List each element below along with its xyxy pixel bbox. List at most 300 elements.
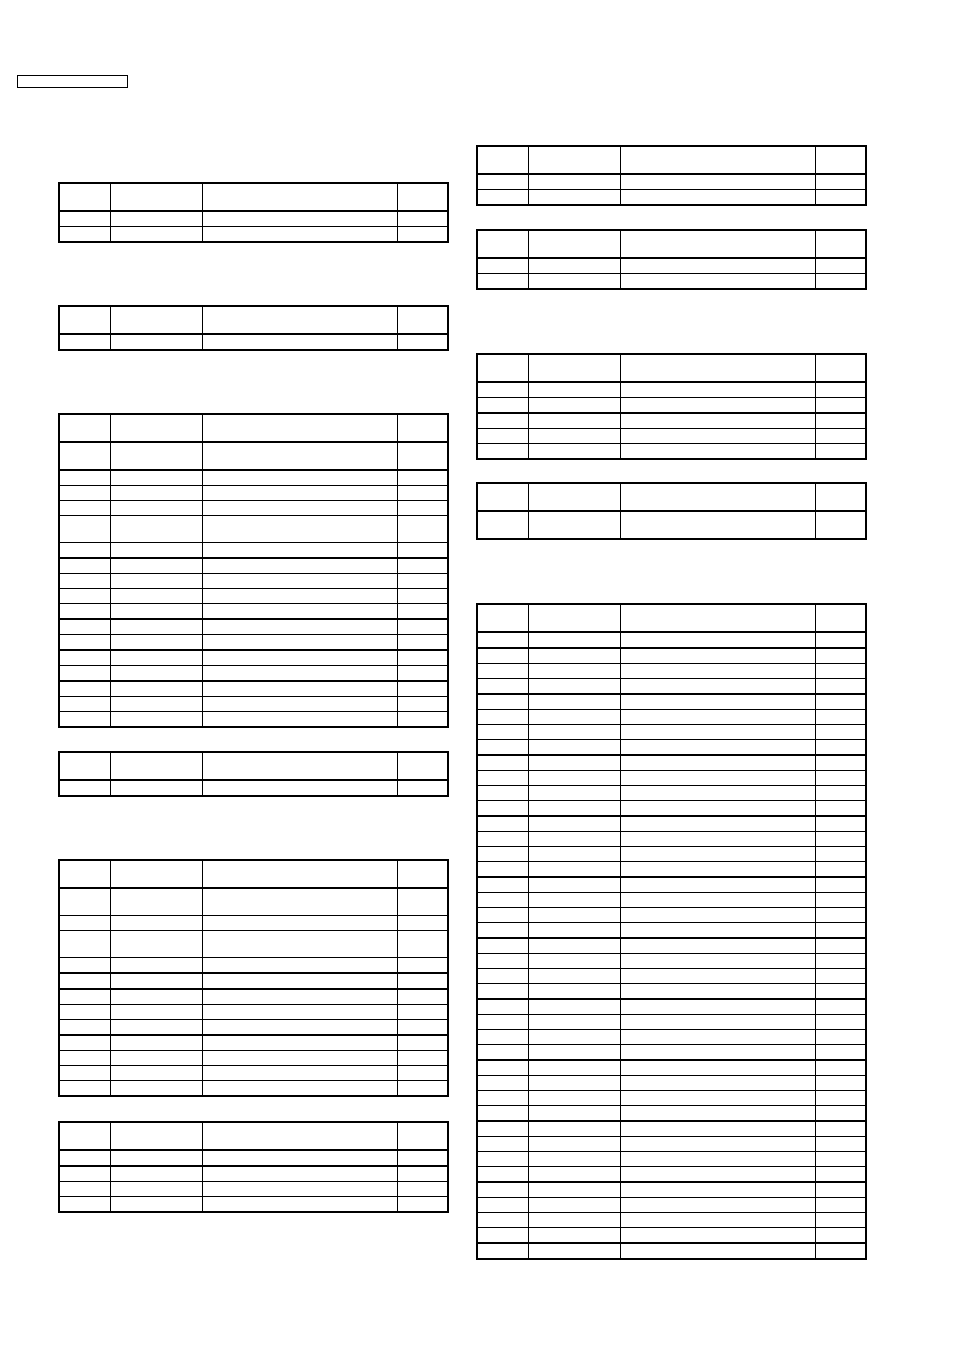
table-cell bbox=[59, 780, 110, 796]
table-cell bbox=[110, 442, 202, 470]
table-cell bbox=[110, 1066, 202, 1081]
table-cell bbox=[528, 893, 620, 908]
table-cell bbox=[620, 984, 815, 1000]
table-cell bbox=[397, 973, 448, 989]
table-cell bbox=[59, 650, 110, 666]
table-cell bbox=[477, 1182, 528, 1198]
parts-table-t11 bbox=[476, 603, 867, 1260]
table-row bbox=[59, 888, 448, 916]
table-cell bbox=[202, 227, 397, 243]
table-cell bbox=[477, 382, 528, 398]
table-cell bbox=[202, 888, 397, 916]
table-cell bbox=[59, 931, 110, 958]
table-cell bbox=[528, 877, 620, 893]
table-row bbox=[477, 382, 866, 398]
table-cell bbox=[202, 697, 397, 712]
table-cell bbox=[397, 1197, 448, 1213]
table-row bbox=[477, 908, 866, 923]
table-cell bbox=[620, 483, 815, 511]
table-cell bbox=[528, 710, 620, 725]
table-cell bbox=[528, 694, 620, 710]
table-cell bbox=[815, 725, 866, 740]
table-cell bbox=[397, 1005, 448, 1020]
table-cell bbox=[477, 1106, 528, 1122]
table-cell bbox=[477, 740, 528, 756]
table-cell bbox=[528, 398, 620, 414]
table-cell bbox=[815, 999, 866, 1015]
table-row bbox=[59, 1182, 448, 1197]
table-header-row bbox=[59, 752, 448, 780]
table-cell bbox=[110, 619, 202, 635]
table-cell bbox=[528, 413, 620, 429]
table-cell bbox=[397, 1122, 448, 1150]
table-cell bbox=[620, 725, 815, 740]
table-cell bbox=[397, 183, 448, 211]
table-cell bbox=[397, 486, 448, 501]
table-cell bbox=[477, 398, 528, 414]
table-cell bbox=[815, 511, 866, 539]
table-cell bbox=[477, 190, 528, 206]
table-cell bbox=[620, 1198, 815, 1213]
table-cell bbox=[815, 648, 866, 664]
table-cell bbox=[477, 755, 528, 771]
table-cell bbox=[477, 258, 528, 274]
table-cell bbox=[397, 589, 448, 604]
table-row bbox=[59, 501, 448, 516]
table-cell bbox=[477, 174, 528, 190]
table-cell bbox=[620, 382, 815, 398]
table-cell bbox=[528, 725, 620, 740]
table-cell bbox=[397, 681, 448, 697]
table-cell bbox=[397, 888, 448, 916]
table-cell bbox=[528, 1121, 620, 1137]
table-row bbox=[477, 1198, 866, 1213]
table-cell bbox=[528, 632, 620, 648]
table-cell bbox=[815, 382, 866, 398]
table-cell bbox=[528, 954, 620, 969]
table-row bbox=[477, 1106, 866, 1122]
table-cell bbox=[477, 969, 528, 984]
table-cell bbox=[528, 604, 620, 632]
table-cell bbox=[397, 860, 448, 888]
table-cell bbox=[59, 697, 110, 712]
table-row bbox=[59, 558, 448, 574]
table-cell bbox=[202, 1182, 397, 1197]
table-cell bbox=[110, 958, 202, 974]
table-cell bbox=[477, 984, 528, 1000]
table-cell bbox=[528, 847, 620, 862]
table-cell bbox=[397, 989, 448, 1005]
table-cell bbox=[477, 664, 528, 679]
table-cell bbox=[110, 604, 202, 620]
table-cell bbox=[477, 1198, 528, 1213]
table-cell bbox=[59, 681, 110, 697]
table-cell bbox=[202, 414, 397, 442]
table-cell bbox=[477, 1060, 528, 1076]
table-cell bbox=[202, 989, 397, 1005]
table-cell bbox=[397, 916, 448, 931]
table-cell bbox=[528, 771, 620, 786]
table-cell bbox=[620, 398, 815, 414]
table-row bbox=[59, 227, 448, 243]
table-row bbox=[477, 938, 866, 954]
table-cell bbox=[620, 1152, 815, 1167]
table-cell bbox=[620, 1045, 815, 1061]
table-cell bbox=[620, 1182, 815, 1198]
table-row bbox=[59, 931, 448, 958]
table-cell bbox=[477, 725, 528, 740]
table-cell bbox=[815, 755, 866, 771]
table-cell bbox=[397, 1066, 448, 1081]
table-cell bbox=[202, 1020, 397, 1036]
table-cell bbox=[477, 413, 528, 429]
table-cell bbox=[397, 1166, 448, 1182]
table-cell bbox=[815, 1228, 866, 1244]
table-cell bbox=[815, 1213, 866, 1228]
table-cell bbox=[110, 183, 202, 211]
table-cell bbox=[815, 923, 866, 939]
parts-table-t3 bbox=[58, 413, 449, 728]
table-cell bbox=[528, 816, 620, 832]
table-cell bbox=[477, 679, 528, 695]
table-cell bbox=[815, 258, 866, 274]
table-cell bbox=[815, 604, 866, 632]
table-cell bbox=[110, 543, 202, 559]
table-row bbox=[59, 650, 448, 666]
table-cell bbox=[397, 1051, 448, 1066]
table-cell bbox=[202, 931, 397, 958]
table-cell bbox=[202, 1051, 397, 1066]
table-cell bbox=[528, 801, 620, 817]
table-cell bbox=[397, 619, 448, 635]
table-row bbox=[59, 442, 448, 470]
table-cell bbox=[815, 877, 866, 893]
table-cell bbox=[528, 1106, 620, 1122]
table-cell bbox=[477, 862, 528, 878]
table-cell bbox=[59, 1066, 110, 1081]
table-cell bbox=[815, 190, 866, 206]
table-cell bbox=[477, 1243, 528, 1259]
table-row bbox=[59, 1035, 448, 1051]
table-cell bbox=[59, 334, 110, 350]
table-header-row bbox=[59, 306, 448, 334]
table-cell bbox=[815, 679, 866, 695]
table-cell bbox=[397, 931, 448, 958]
table-cell bbox=[815, 984, 866, 1000]
table-cell bbox=[477, 847, 528, 862]
table-row bbox=[477, 1243, 866, 1259]
table-row bbox=[477, 1182, 866, 1198]
table-cell bbox=[620, 1091, 815, 1106]
table-cell bbox=[620, 604, 815, 632]
table-cell bbox=[110, 888, 202, 916]
table-cell bbox=[110, 589, 202, 604]
table-cell bbox=[528, 786, 620, 801]
table-cell bbox=[110, 486, 202, 501]
table-cell bbox=[528, 382, 620, 398]
table-cell bbox=[110, 860, 202, 888]
table-cell bbox=[59, 1020, 110, 1036]
table-cell bbox=[528, 174, 620, 190]
table-cell bbox=[477, 1121, 528, 1137]
table-cell bbox=[815, 429, 866, 444]
table-cell bbox=[202, 712, 397, 728]
table-row bbox=[477, 923, 866, 939]
table-row bbox=[59, 1066, 448, 1081]
table-cell bbox=[528, 1182, 620, 1198]
table-cell bbox=[397, 470, 448, 486]
table-cell bbox=[620, 1243, 815, 1259]
table-cell bbox=[477, 923, 528, 939]
table-cell bbox=[110, 931, 202, 958]
table-cell bbox=[477, 801, 528, 817]
table-cell bbox=[620, 771, 815, 786]
table-row bbox=[59, 1020, 448, 1036]
table-cell bbox=[59, 989, 110, 1005]
table-cell bbox=[815, 1182, 866, 1198]
table-row bbox=[59, 1005, 448, 1020]
table-header-row bbox=[477, 483, 866, 511]
table-row bbox=[477, 710, 866, 725]
table-cell bbox=[397, 1081, 448, 1097]
table-cell bbox=[202, 1081, 397, 1097]
table-cell bbox=[59, 470, 110, 486]
table-header-row bbox=[477, 354, 866, 382]
table-cell bbox=[477, 893, 528, 908]
table-cell bbox=[202, 860, 397, 888]
table-cell bbox=[202, 666, 397, 682]
table-cell bbox=[397, 780, 448, 796]
table-cell bbox=[477, 908, 528, 923]
table-cell bbox=[620, 190, 815, 206]
table-cell bbox=[110, 1150, 202, 1166]
table-row bbox=[477, 740, 866, 756]
table-cell bbox=[202, 973, 397, 989]
table-cell bbox=[202, 1035, 397, 1051]
table-row bbox=[477, 999, 866, 1015]
table-cell bbox=[59, 752, 110, 780]
table-cell bbox=[620, 816, 815, 832]
table-cell bbox=[815, 1106, 866, 1122]
table-row bbox=[477, 893, 866, 908]
table-cell bbox=[815, 969, 866, 984]
table-row bbox=[59, 619, 448, 635]
table-cell bbox=[528, 740, 620, 756]
parts-table-t5 bbox=[58, 859, 449, 1097]
table-row bbox=[477, 1060, 866, 1076]
table-cell bbox=[815, 801, 866, 817]
table-cell bbox=[202, 589, 397, 604]
table-row bbox=[477, 664, 866, 679]
table-cell bbox=[528, 664, 620, 679]
table-row bbox=[59, 712, 448, 728]
table-row bbox=[477, 1167, 866, 1183]
table-cell bbox=[620, 862, 815, 878]
table-cell bbox=[815, 664, 866, 679]
table-cell bbox=[477, 1045, 528, 1061]
table-cell bbox=[815, 771, 866, 786]
table-row bbox=[477, 258, 866, 274]
table-row bbox=[477, 847, 866, 862]
table-cell bbox=[110, 989, 202, 1005]
table-cell bbox=[477, 816, 528, 832]
parts-table-t9 bbox=[476, 353, 867, 460]
table-cell bbox=[620, 1015, 815, 1030]
table-cell bbox=[110, 227, 202, 243]
table-cell bbox=[815, 1152, 866, 1167]
table-cell bbox=[815, 1015, 866, 1030]
table-cell bbox=[620, 1213, 815, 1228]
table-cell bbox=[202, 958, 397, 974]
table-row bbox=[59, 1051, 448, 1066]
table-row bbox=[59, 589, 448, 604]
table-cell bbox=[477, 1015, 528, 1030]
table-cell bbox=[620, 801, 815, 817]
table-cell bbox=[59, 1150, 110, 1166]
table-cell bbox=[620, 786, 815, 801]
table-cell bbox=[110, 752, 202, 780]
table-cell bbox=[815, 740, 866, 756]
table-cell bbox=[397, 1020, 448, 1036]
table-cell bbox=[397, 516, 448, 543]
table-cell bbox=[59, 516, 110, 543]
table-cell bbox=[110, 334, 202, 350]
table-cell bbox=[202, 1150, 397, 1166]
table-cell bbox=[397, 558, 448, 574]
table-cell bbox=[59, 712, 110, 728]
table-cell bbox=[815, 483, 866, 511]
table-cell bbox=[815, 832, 866, 847]
table-row bbox=[477, 954, 866, 969]
table-cell bbox=[528, 1015, 620, 1030]
table-row bbox=[477, 1091, 866, 1106]
table-cell bbox=[477, 429, 528, 444]
table-row bbox=[477, 1213, 866, 1228]
table-cell bbox=[477, 1030, 528, 1045]
table-row bbox=[59, 697, 448, 712]
table-cell bbox=[528, 1198, 620, 1213]
table-cell bbox=[528, 1137, 620, 1152]
table-row bbox=[477, 413, 866, 429]
table-cell bbox=[528, 444, 620, 460]
table-cell bbox=[59, 543, 110, 559]
table-cell bbox=[202, 635, 397, 651]
table-cell bbox=[815, 444, 866, 460]
table-cell bbox=[59, 888, 110, 916]
table-cell bbox=[477, 483, 528, 511]
table-cell bbox=[815, 413, 866, 429]
table-cell bbox=[528, 1213, 620, 1228]
table-row bbox=[59, 516, 448, 543]
table-cell bbox=[815, 908, 866, 923]
table-cell bbox=[620, 274, 815, 290]
table-cell bbox=[202, 1197, 397, 1213]
table-row bbox=[477, 1076, 866, 1091]
table-cell bbox=[397, 1150, 448, 1166]
table-cell bbox=[815, 710, 866, 725]
table-cell bbox=[477, 1091, 528, 1106]
table-cell bbox=[815, 1076, 866, 1091]
table-cell bbox=[620, 740, 815, 756]
table-cell bbox=[620, 664, 815, 679]
table-cell bbox=[477, 1076, 528, 1091]
table-cell bbox=[110, 635, 202, 651]
table-cell bbox=[815, 1198, 866, 1213]
table-cell bbox=[59, 501, 110, 516]
table-cell bbox=[528, 679, 620, 695]
table-cell bbox=[59, 558, 110, 574]
table-cell bbox=[397, 752, 448, 780]
table-cell bbox=[202, 183, 397, 211]
table-cell bbox=[59, 1035, 110, 1051]
table-cell bbox=[620, 413, 815, 429]
table-cell bbox=[202, 1005, 397, 1020]
table-cell bbox=[110, 916, 202, 931]
table-cell bbox=[397, 501, 448, 516]
table-header-row bbox=[59, 1122, 448, 1150]
table-cell bbox=[815, 230, 866, 258]
header-label-box bbox=[17, 75, 128, 88]
table-row bbox=[477, 969, 866, 984]
table-cell bbox=[477, 1228, 528, 1244]
table-cell bbox=[620, 908, 815, 923]
table-row bbox=[59, 916, 448, 931]
table-cell bbox=[528, 1152, 620, 1167]
table-cell bbox=[110, 558, 202, 574]
table-cell bbox=[477, 1167, 528, 1183]
table-cell bbox=[202, 650, 397, 666]
table-cell bbox=[397, 227, 448, 243]
table-header-row bbox=[59, 860, 448, 888]
table-cell bbox=[477, 274, 528, 290]
table-row bbox=[477, 1030, 866, 1045]
table-cell bbox=[202, 1066, 397, 1081]
table-row bbox=[477, 786, 866, 801]
table-row bbox=[59, 1197, 448, 1213]
table-row bbox=[59, 1166, 448, 1182]
table-cell bbox=[110, 1035, 202, 1051]
table-cell bbox=[528, 354, 620, 382]
table-cell bbox=[620, 832, 815, 847]
table-cell bbox=[620, 893, 815, 908]
table-cell bbox=[528, 274, 620, 290]
table-cell bbox=[620, 694, 815, 710]
table-row bbox=[477, 398, 866, 414]
table-cell bbox=[528, 1045, 620, 1061]
table-cell bbox=[528, 511, 620, 539]
table-cell bbox=[397, 958, 448, 974]
table-cell bbox=[110, 501, 202, 516]
table-cell bbox=[815, 1121, 866, 1137]
table-cell bbox=[620, 1167, 815, 1183]
table-cell bbox=[815, 694, 866, 710]
table-cell bbox=[528, 146, 620, 174]
table-cell bbox=[110, 1166, 202, 1182]
table-cell bbox=[110, 306, 202, 334]
table-cell bbox=[477, 938, 528, 954]
table-cell bbox=[59, 1051, 110, 1066]
table-cell bbox=[202, 486, 397, 501]
table-cell bbox=[528, 1167, 620, 1183]
table-cell bbox=[59, 619, 110, 635]
table-row bbox=[477, 862, 866, 878]
table-cell bbox=[110, 1020, 202, 1036]
table-cell bbox=[110, 211, 202, 227]
table-cell bbox=[202, 211, 397, 227]
table-row bbox=[477, 190, 866, 206]
table-cell bbox=[620, 429, 815, 444]
table-cell bbox=[620, 1106, 815, 1122]
